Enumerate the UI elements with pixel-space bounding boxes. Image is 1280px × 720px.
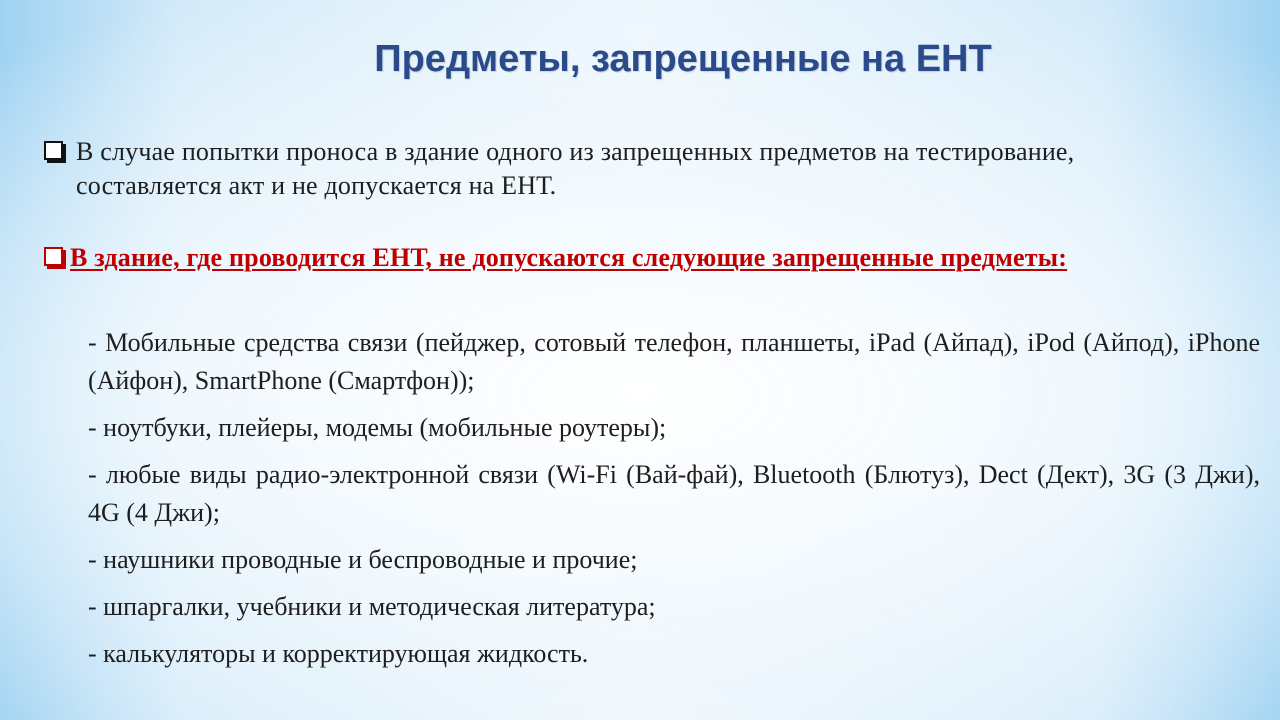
checkbox-bullet-icon-warning	[44, 247, 63, 266]
list-item: - калькуляторы и корректирующая жидкость.	[88, 639, 589, 668]
intro-paragraph: В случае попытки проноса в здание одного из запрещенных предметов на тестирование, составляется акт и не допускается на ЕНТ.	[76, 137, 1075, 200]
slide-title: Предметы, запрещенные на ЕНТ	[374, 38, 992, 80]
list-item: - Мобильные средства связи (пейджер, сотовый телефон, планшеты, iPad (Айпад), iPod (Айпод), iPhone (Айфон), SmartPhone (Смартфон));	[88, 328, 1260, 395]
forbidden-items-list	[88, 324, 1260, 682]
list-item: - наушники проводные и беспроводные и прочие;	[88, 545, 638, 574]
warning-paragraph: В здание, где проводится ЕНТ, не допускаются следующие запрещенные предметы:	[70, 243, 1068, 272]
list-item: - ноутбуки, плейеры, модемы (мобильные роутеры);	[88, 413, 667, 442]
list-item: - любые виды радио-электронной связи (Wi-Fi (Вай-фай), Bluetooth (Блютуз), Dect (Дект), 3G (3 Джи), 4G (4 Джи);	[88, 460, 1260, 527]
list-item: - шпаргалки, учебники и методическая литература;	[88, 592, 656, 621]
checkbox-bullet-icon	[44, 141, 63, 160]
